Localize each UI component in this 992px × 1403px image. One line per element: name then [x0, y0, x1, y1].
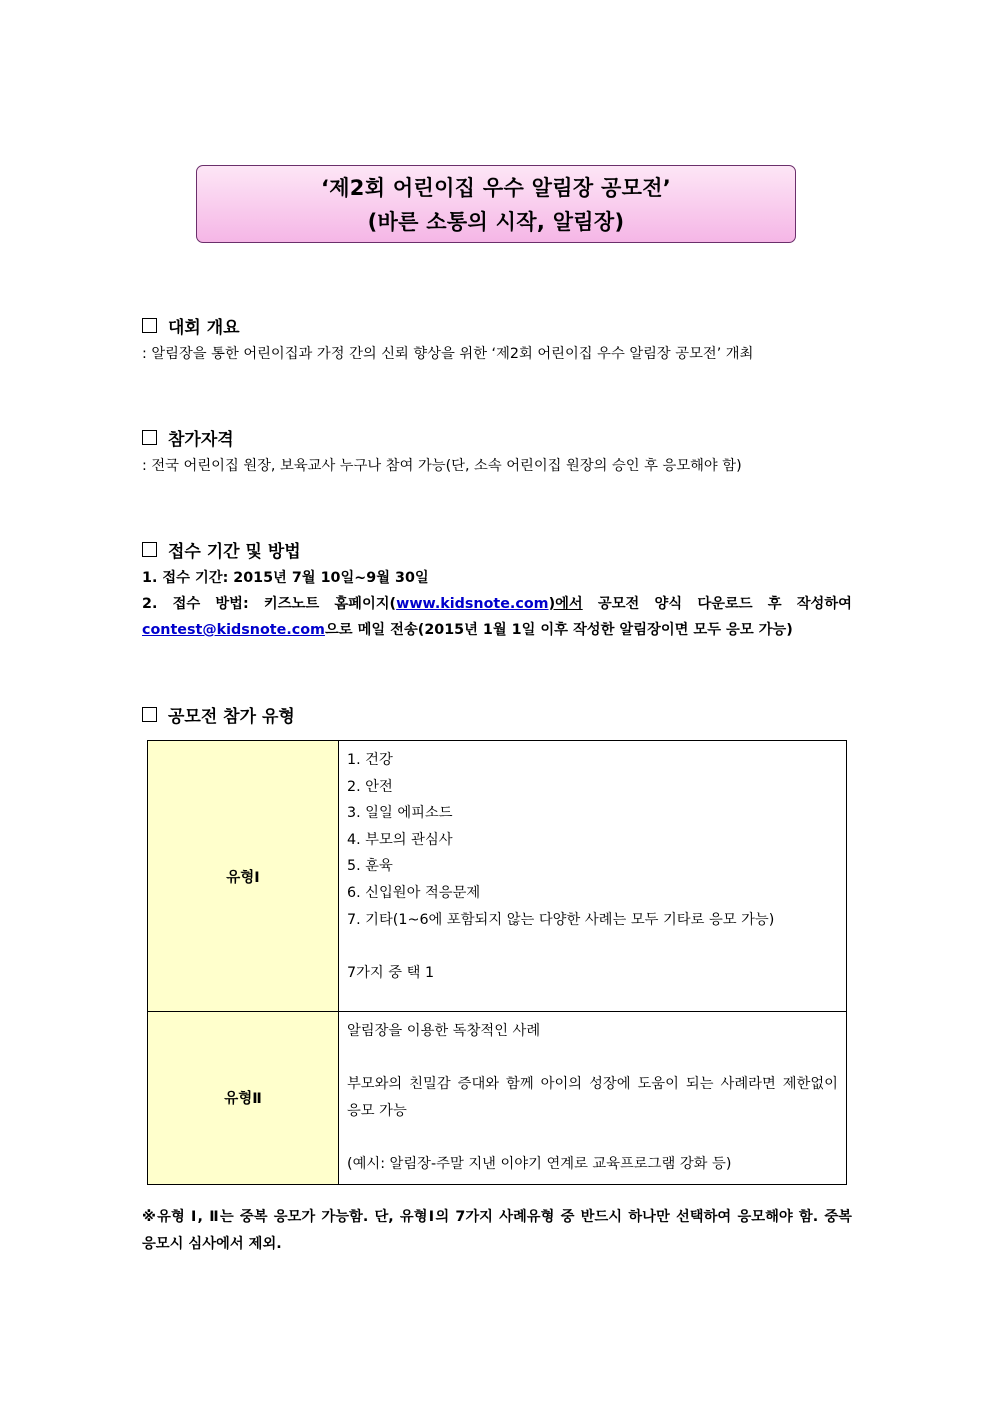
type2-line2: 부모와의 친밀감 증대와 함께 아이의 성장에 도움이 되는 사례라면 제한없이 응모 가능 — [347, 1076, 838, 1119]
method-text: 공모전 양식 다운로드 후 작성하여 — [582, 596, 852, 612]
section-overview — [142, 312, 852, 367]
types-table — [147, 740, 847, 1185]
list-item: 1. 건강 — [347, 752, 393, 768]
list-item: 6. 신입원아 적응문제 — [347, 884, 481, 901]
checkbox-icon — [142, 318, 157, 333]
submission-period: 1. 접수 기간: 2015년 7월 10일~9월 30일 — [142, 570, 429, 586]
method-prefix: 2. 접수 방법: 키즈노트 홈페이지( — [142, 596, 397, 612]
type1-label: 유형Ⅰ — [148, 741, 339, 1012]
checkbox-icon — [142, 707, 157, 722]
section-header — [142, 312, 852, 338]
section-body: : 알림장을 통한 어린이집과 가정 간의 신뢰 향상을 위한 ‘제2회 어린이집 우수 알림장 공모전’ 개최 — [142, 346, 754, 362]
table-row-type1 — [148, 741, 847, 1012]
type2-line1: 알림장을 이용한 독창적인 사례 — [347, 1023, 541, 1039]
type2-line3: (예시: 알림장-주말 지낸 이야기 연계로 교육프로그램 강화 등) — [347, 1155, 732, 1172]
section-title: 참가자격 — [168, 429, 234, 450]
type1-content — [339, 741, 847, 1012]
list-item: 3. 일일 에피소드 — [347, 805, 453, 822]
document-subtitle: (바른 소통의 시작, 알림장) — [367, 210, 625, 234]
type2-label: 유형Ⅱ — [148, 1012, 339, 1185]
type1-choice: 7가지 중 택 1 — [347, 964, 435, 981]
section-body: : 전국 어린이집 원장, 보육교사 누구나 참여 가능(단, 소속 어린이집 원장의 승인 후 응모해야 함) — [142, 458, 742, 474]
section-types — [142, 701, 852, 727]
type2-content — [339, 1012, 847, 1185]
checkbox-icon — [142, 430, 157, 445]
section-title: 공모전 참가 유형 — [168, 706, 295, 727]
table-row-type2 — [148, 1012, 847, 1185]
list-item: 7. 기타(1~6에 포함되지 않는 다양한 사례는 모두 기타로 응모 가능) — [347, 911, 775, 928]
homepage-link[interactable]: www.kidsnote.com — [396, 596, 549, 612]
section-header — [142, 424, 852, 450]
section-header — [142, 536, 852, 562]
section-title: 접수 기간 및 방법 — [168, 541, 301, 562]
method-suffix: )에서 — [548, 596, 583, 612]
checkbox-icon — [142, 542, 157, 557]
list-item: 5. 훈육 — [347, 858, 393, 875]
section-submission — [142, 536, 852, 643]
list-item: 4. 부모의 관심사 — [347, 831, 453, 848]
document-title: ‘제2회 어린이집 우수 알림장 공모전’ — [320, 176, 672, 200]
title-banner — [196, 165, 796, 243]
email-link[interactable]: contest@kidsnote.com — [142, 622, 325, 638]
method-end: 으로 메일 전송(2015년 1월 1일 이후 작성한 알림장이면 모두 응모 가능) — [324, 622, 793, 638]
list-item: 2. 안전 — [347, 778, 393, 795]
section-header — [142, 701, 852, 727]
section-title: 대회 개요 — [168, 317, 240, 338]
footnote: ※유형 Ⅰ, Ⅱ는 중복 응모가 가능함. 단, 유형Ⅰ의 7가지 사례유형 중 반드시 하나만 선택하여 응모해야 함. 중복 응모시 심사에서 제외. — [142, 1209, 852, 1252]
submission-method — [142, 591, 852, 643]
section-eligibility — [142, 424, 852, 479]
